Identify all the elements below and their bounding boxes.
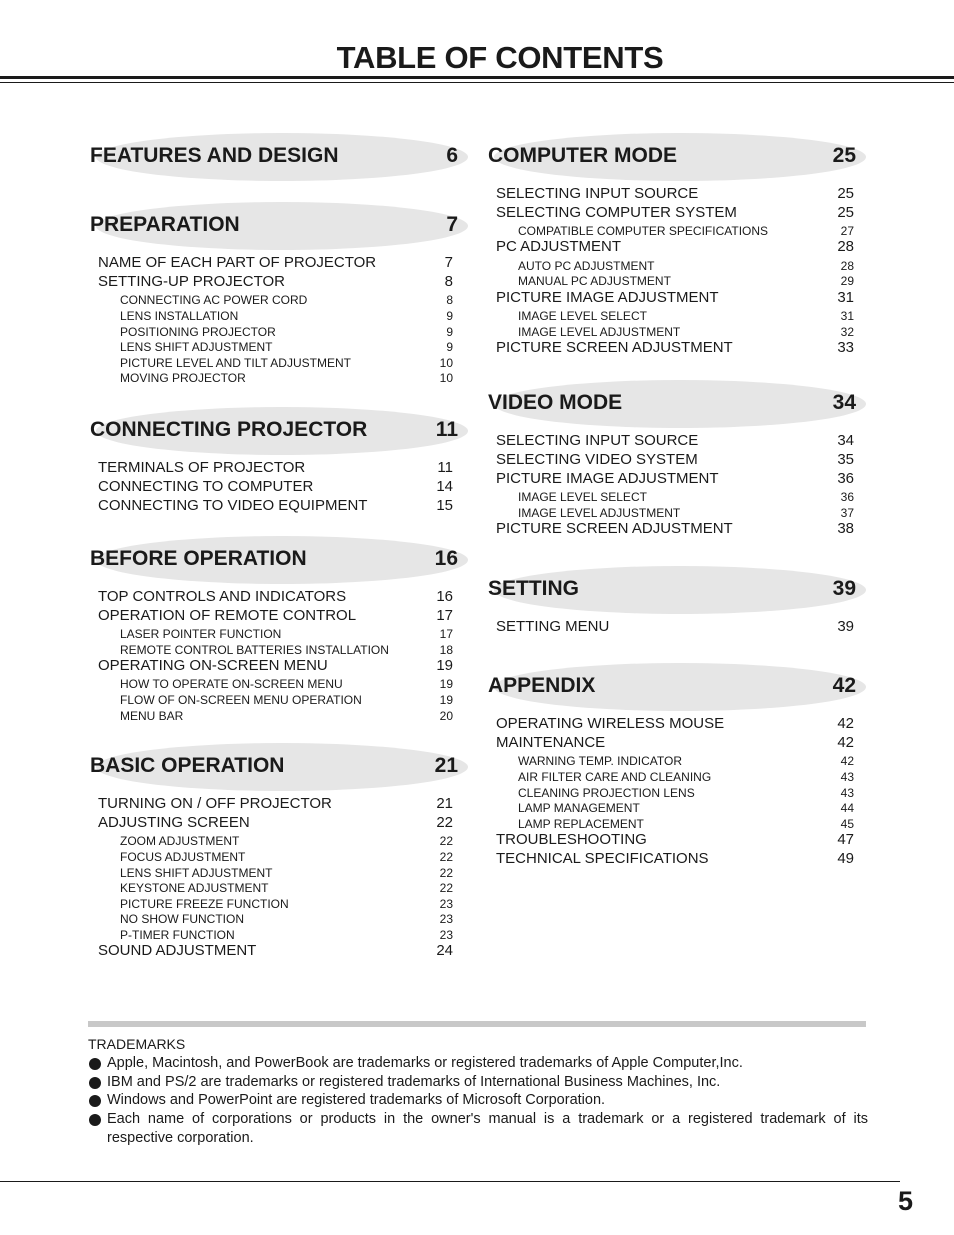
toc-entry[interactable] [496,830,854,849]
bullet-icon [89,1095,101,1107]
entry-text: SETTING MENU [496,618,610,635]
entry-text: PICTURE LEVEL AND TILT ADJUSTMENT [120,355,351,370]
trademark-text: IBM and PS/2 are trademarks or registered trademarks of International Business Machines, Inc. [107,1074,721,1090]
entry-text: WARNING TEMP. INDICATOR [518,754,683,769]
section-title: BEFORE OPERATION [90,547,307,570]
toc-subentry[interactable] [120,339,453,355]
section-page-number: 39 [832,577,856,600]
toc-entry[interactable] [98,272,453,291]
entry-page-number: 19 [439,677,453,692]
trademark-item [88,1110,868,1148]
entry-page-number: 23 [439,896,453,911]
toc-subentry[interactable] [120,355,453,371]
entry-text: SELECTING COMPUTER SYSTEM [496,203,737,221]
entry-page-number: 36 [840,490,854,505]
entry-text: MAINTENANCE [496,733,606,751]
toc-subentry[interactable] [120,370,453,386]
entry-page-number: 43 [840,769,854,784]
entry-text: FOCUS ADJUSTMENT [120,849,246,864]
page-number: 5 [898,1186,914,1216]
entry-text: LAMP MANAGEMENT [518,801,640,816]
entry-page-number: 20 [439,708,453,723]
entry-page-number: 31 [840,308,854,323]
toc-entry[interactable] [98,941,453,960]
entry-text: OPERATING WIRELESS MOUSE [496,715,725,732]
entry-page-number: 22 [436,813,453,831]
toc-entry[interactable] [496,431,854,450]
entry-text: PICTURE IMAGE ADJUSTMENT [496,469,719,487]
entry-text: P-TIMER FUNCTION [120,927,235,942]
entry-page-number: 42 [837,715,854,732]
entry-text: LASER POINTER FUNCTION [120,627,282,642]
section-heading [90,546,458,572]
section-heading [90,212,458,238]
toc-subentry[interactable] [120,896,453,912]
entry-page-number: 28 [840,258,854,273]
section-page-number: 34 [832,391,856,414]
toc-subentry[interactable] [120,308,453,324]
entry-page-number: 8 [446,293,453,308]
entry-page-number: 28 [837,238,854,256]
toc-subentry[interactable] [120,849,453,865]
entry-page-number: 17 [436,606,453,624]
entry-text: PC ADJUSTMENT [496,238,622,256]
bullet-icon [89,1058,101,1070]
section-page-number: 42 [832,674,856,697]
entry-page-number: 45 [840,816,854,831]
toc-entry[interactable] [98,496,453,515]
toc-subentry[interactable] [518,785,854,801]
entry-text: IMAGE LEVEL SELECT [518,490,647,505]
entry-page-number: 14 [436,477,453,495]
entry-page-number: 47 [837,830,854,848]
toc-subentry[interactable] [120,880,453,896]
entry-page-number: 29 [840,274,854,289]
entry-page-number: 37 [840,505,854,520]
entry-text: SELECTING VIDEO SYSTEM [496,450,698,468]
entry-text: TURNING ON / OFF PROJECTOR [98,795,332,812]
toc-subentry[interactable] [518,769,854,785]
entry-text: MOVING PROJECTOR [120,371,246,386]
entry-page-number: 9 [446,324,453,339]
footer-rule [0,1181,900,1182]
entry-text: PICTURE SCREEN ADJUSTMENT [496,338,733,356]
entry-page-number: 25 [837,185,854,202]
entry-page-number: 9 [446,308,453,323]
toc-subentry[interactable] [120,708,453,724]
entry-text: CLEANING PROJECTION LENS [518,785,695,800]
toc-entry[interactable] [496,714,854,733]
section-heading [488,673,856,699]
entry-text: IMAGE LEVEL ADJUSTMENT [518,505,681,520]
entry-text: ADJUSTING SCREEN [98,813,250,831]
section-page-number: 11 [435,418,458,441]
entry-page-number: 35 [837,450,854,468]
entry-page-number: 10 [439,371,453,386]
entry-page-number: 43 [840,785,854,800]
entry-page-number: 9 [446,340,453,355]
entry-page-number: 18 [439,642,453,657]
entry-page-number: 22 [439,849,453,864]
toc-entry[interactable] [98,253,453,272]
entry-page-number: 16 [436,588,453,605]
toc-entry[interactable] [496,203,854,222]
entry-page-number: 25 [837,203,854,221]
entry-text: SELECTING INPUT SOURCE [496,432,699,449]
entry-page-number: 27 [840,224,854,239]
section-heading [90,753,458,779]
section-title: APPENDIX [488,674,596,697]
toc-subentry[interactable] [518,308,854,324]
entry-text: CONNECTING TO COMPUTER [98,477,314,495]
section-page-number: 16 [434,547,458,570]
entry-page-number: 39 [837,618,854,635]
toc-subentry[interactable] [518,258,854,274]
bullet-icon [89,1114,101,1126]
toc-entry[interactable] [496,519,854,538]
entry-text: FLOW OF ON-SCREEN MENU OPERATION [120,693,362,707]
toc-entry[interactable] [98,477,453,496]
trademark-text: Apple, Macintosh, and PowerBook are trademarks or registered trademarks of Apple Computer,Inc. [107,1055,743,1071]
entry-text: PICTURE IMAGE ADJUSTMENT [496,288,719,306]
entry-text: IMAGE LEVEL SELECT [518,308,647,323]
toc-subentry[interactable] [120,324,453,340]
toc-subentry[interactable] [518,800,854,816]
entry-page-number: 10 [439,355,453,370]
entry-text: OPERATION OF REMOTE CONTROL [98,606,357,624]
entry-text: TECHNICAL SPECIFICATIONS [496,849,709,867]
entry-page-number: 15 [436,496,453,514]
trademark-item [88,1091,868,1110]
entry-text: NO SHOW FUNCTION [120,912,244,927]
toc-entry[interactable] [496,184,854,203]
section-title: BASIC OPERATION [90,754,285,777]
entry-text: IMAGE LEVEL ADJUSTMENT [518,324,681,339]
trademark-item [88,1054,868,1073]
section-title: VIDEO MODE [488,391,623,414]
page-title: TABLE OF CONTENTS [336,40,664,75]
entry-text: HOW TO OPERATE ON-SCREEN MENU [120,677,343,692]
toc-entry[interactable] [496,469,854,488]
toc-entry[interactable] [496,733,854,752]
entry-text: LENS INSTALLATION [120,308,239,323]
entry-text: SOUND ADJUSTMENT [98,942,257,959]
section-title: PREPARATION [90,213,240,236]
entry-page-number: 11 [437,459,453,476]
toc-entry[interactable] [496,849,854,868]
entry-page-number: 8 [444,272,453,290]
section-page-number: 6 [446,144,458,167]
entry-page-number: 49 [837,849,854,867]
toc-entry[interactable] [496,338,854,357]
toc-entry[interactable] [98,656,453,675]
trademark-text: Each name of corporations or products in the owner's manual is a trademark or a registered trademark of its respective corporation. [107,1111,868,1146]
section-title: FEATURES AND DESIGN [90,144,339,167]
entry-text: REMOTE CONTROL BATTERIES INSTALLATION [120,642,389,657]
entry-text: COMPATIBLE COMPUTER SPECIFICATIONS [518,224,769,239]
entry-text: OPERATING ON-SCREEN MENU [98,657,328,674]
toc-subentry[interactable] [518,489,854,505]
entry-text: POSITIONING PROJECTOR [120,324,276,339]
entry-text: LAMP REPLACEMENT [518,816,644,831]
entry-text: TERMINALS OF PROJECTOR [98,459,306,476]
entry-page-number: 21 [436,795,453,812]
toc-subentry[interactable] [120,626,453,642]
entry-page-number: 32 [840,324,854,339]
toc-subentry[interactable] [518,753,854,769]
toc-entry[interactable] [496,237,854,256]
entry-text: AUTO PC ADJUSTMENT [518,258,655,273]
entry-page-number: 38 [837,519,854,537]
entry-text: CONNECTING TO VIDEO EQUIPMENT [98,496,368,514]
section-page-number: 25 [832,144,856,167]
toc-entry[interactable] [98,587,453,606]
entry-text: LENS SHIFT ADJUSTMENT [120,865,273,880]
entry-page-number: 36 [837,469,854,487]
entry-page-number: 22 [439,834,453,849]
entry-text: SETTING-UP PROJECTOR [98,272,285,290]
entry-page-number: 22 [439,881,453,896]
entry-text: MENU BAR [120,708,184,723]
section-title: CONNECTING PROJECTOR [90,418,368,441]
toc-subentry[interactable] [120,692,453,708]
section-heading [90,417,458,443]
toc-entry[interactable] [98,606,453,625]
toc-entry[interactable] [98,813,453,832]
section-page-number: 21 [434,754,458,777]
trademark-item [88,1073,868,1092]
entry-page-number: 42 [837,733,854,751]
section-title: SETTING [488,577,580,600]
entry-page-number: 42 [840,754,854,769]
entry-page-number: 17 [439,627,453,642]
section-page-number: 7 [446,213,458,236]
entry-page-number: 33 [837,338,854,356]
section-heading [90,143,458,169]
entry-text: CONNECTING AC POWER CORD [120,293,308,308]
section-heading [488,390,856,416]
section-heading [488,576,856,602]
entry-text: TROUBLESHOOTING [496,830,647,848]
title-rule-thin [0,82,954,83]
entry-page-number: 34 [837,432,854,449]
toc-subentry[interactable] [120,911,453,927]
entry-page-number: 23 [439,927,453,942]
trademarks-divider [88,1021,866,1027]
toc-entry[interactable] [98,458,453,477]
section-title: COMPUTER MODE [488,144,677,167]
trademark-text: Windows and PowerPoint are registered trademarks of Microsoft Corporation. [107,1092,606,1108]
toc-subentry[interactable] [120,292,453,308]
entry-page-number: 24 [436,942,453,959]
entry-page-number: 19 [439,693,453,707]
toc-entry[interactable] [98,794,453,813]
entry-text: TOP CONTROLS AND INDICATORS [98,588,347,605]
toc-entry[interactable] [496,450,854,469]
entry-page-number: 7 [444,254,453,271]
entry-text: KEYSTONE ADJUSTMENT [120,881,269,896]
entry-text: SELECTING INPUT SOURCE [496,185,699,202]
entry-text: LENS SHIFT ADJUSTMENT [120,340,273,355]
entry-text: ZOOM ADJUSTMENT [120,834,240,849]
toc-subentry[interactable] [120,833,453,849]
entry-text: PICTURE FREEZE FUNCTION [120,896,289,911]
entry-page-number: 22 [439,865,453,880]
section-heading [488,143,856,169]
trademarks-title: TRADEMARKS [88,1036,186,1052]
entry-page-number: 23 [439,912,453,927]
entry-text: PICTURE SCREEN ADJUSTMENT [496,519,733,537]
toc-subentry[interactable] [120,865,453,881]
toc-entry[interactable] [496,288,854,307]
toc-entry[interactable] [496,617,854,636]
bullet-icon [89,1077,101,1089]
entry-page-number: 19 [436,657,453,674]
entry-page-number: 31 [837,288,854,306]
toc-subentry[interactable] [120,676,453,692]
title-rule [0,76,954,79]
entry-text: MANUAL PC ADJUSTMENT [518,274,671,289]
entry-text: NAME OF EACH PART OF PROJECTOR [98,254,377,271]
entry-page-number: 44 [840,801,854,816]
entry-text: AIR FILTER CARE AND CLEANING [518,769,712,784]
